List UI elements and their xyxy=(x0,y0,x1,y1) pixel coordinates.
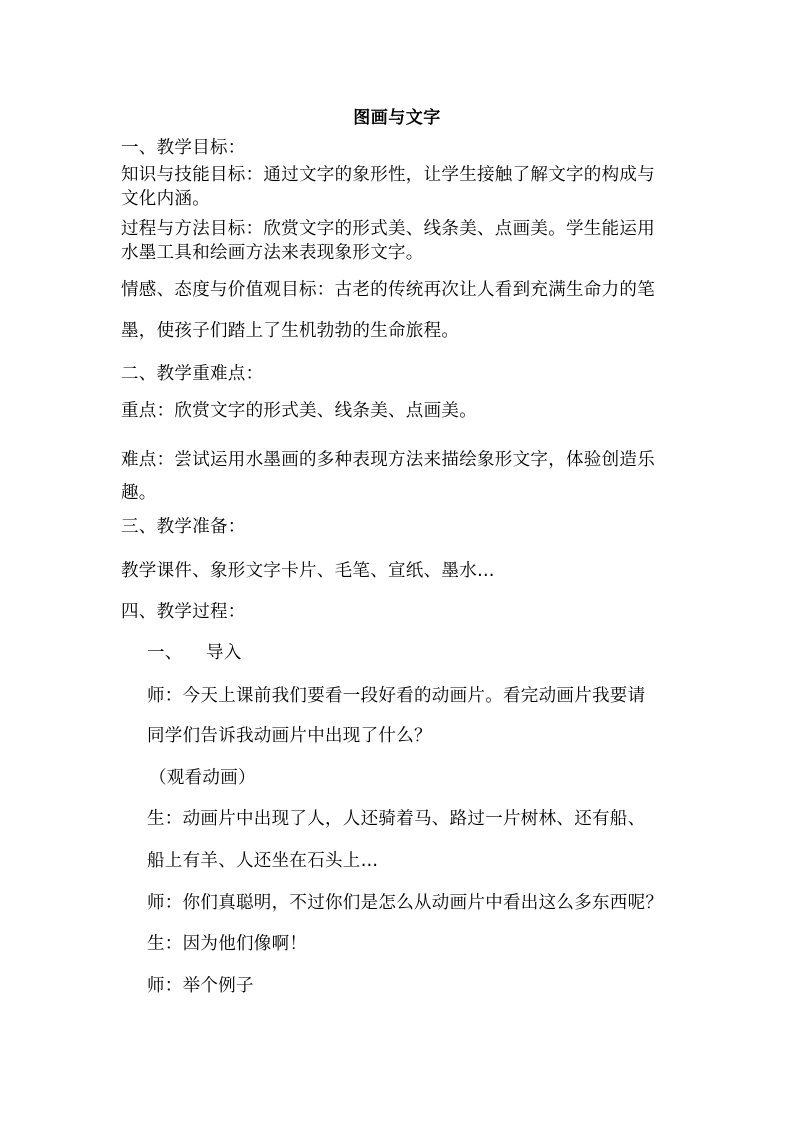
key-heading: 二、教学重难点： xyxy=(121,364,264,384)
prep-heading: 三、教学准备： xyxy=(121,517,246,537)
goal1-line1: 知识与技能目标：通过文字的象形性，让学生接触了解文字的构成与 xyxy=(121,165,655,185)
goal3-line2: 墨，使孩子们踏上了生机勃勃的生命旅程。 xyxy=(121,321,460,341)
goal2-line1: 过程与方法目标：欣赏文字的形式美、线条美、点画美。学生能运用 xyxy=(121,219,655,239)
key-point: 重点：欣赏文字的形式美、线条美、点画美。 xyxy=(121,401,477,421)
goal2-line2: 水墨工具和绘画方法来表现象形文字。 xyxy=(121,243,424,263)
student-line3: 生：因为他们像啊！ xyxy=(147,934,308,954)
teacher-line1: 师：今天上课前我们要看一段好看的动画片。看完动画片我要请 xyxy=(147,686,646,706)
teacher-line2: 同学们告诉我动画片中出现了什么？ xyxy=(147,726,432,746)
process-heading: 四、教学过程： xyxy=(121,602,246,622)
teacher-line3: 师：你们真聪明，不过你们是怎么从动画片中看出这么多东西呢？ xyxy=(147,893,664,913)
difficult-line1: 难点：尝试运用水墨画的多种表现方法来描绘象形文字，体验创造乐 xyxy=(121,450,655,470)
page-title: 图画与文字 xyxy=(353,108,441,128)
goal1-line2: 文化内涵。 xyxy=(121,189,210,209)
watch-note: （观看动画） xyxy=(149,768,256,788)
student-line1: 生：动画片中出现了人，人还骑着马、路过一片树林、还有船、 xyxy=(147,809,646,829)
prep-items: 教学课件、象形文字卡片、毛笔、宣纸、墨水… xyxy=(121,561,495,581)
step1-heading: 一、 导入 xyxy=(147,643,242,663)
goal3-line1: 情感、态度与价值观目标：古老的传统再次让人看到充满生命力的笔 xyxy=(121,280,655,300)
goals-heading: 一、教学目标： xyxy=(121,138,246,158)
difficult-line2: 趣。 xyxy=(121,483,157,503)
teacher-line4: 师：举个例子 xyxy=(147,976,254,996)
student-line2: 船上有羊、人还坐在石头上… xyxy=(147,851,379,871)
